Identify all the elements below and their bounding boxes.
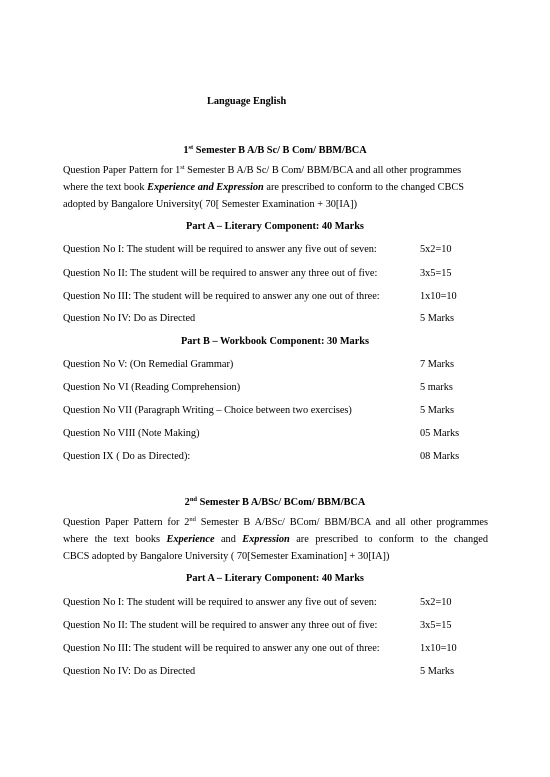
sem1-part-b-row-marks: 7 Marks [420,359,455,370]
sem1-part-b-row-label: Question No VIII (Note Making) [63,428,200,439]
sem2-part-a-row-label: Question No IV: Do as Directed [63,666,196,677]
sem2-intro-l2-emphasis-1: Experience [166,534,215,545]
sem1-part-b-row-marks: 5 marks [420,382,453,393]
sem2-intro-l2-emphasis-2: Expression [242,534,290,545]
sem1-part-b-row-marks: 05 Marks [420,428,460,439]
sem1-intro-paragraph [63,162,488,213]
sem2-part-a-row-marks: 1x10=10 [420,643,457,654]
sem2-part-a-row-label: Question No I: The student will be required to answer any five out of seven: [63,597,377,608]
sem2-intro-l1-pre: Question Paper Pattern for 2 [63,517,190,528]
sem1-heading-sup: st [188,144,194,151]
sem2-intro-l1-post: Semester B A/BSc/ BCom/ BBM/BCA and all other programmes [195,517,488,528]
sem1-part-a-row-label: Question No II: The student will be required to answer any three out of five: [63,268,378,279]
sem1-intro-line-1 [63,162,488,179]
sem2-intro-l1-sup: nd [189,516,196,523]
sem2-intro-l2-mid: and [214,534,243,545]
sem1-part-a-row-marks: 1x10=10 [420,291,457,302]
sem1-intro-l1-post: Semester B A/B Sc/ B Com/ BBM/BCA and all other programmes [184,165,462,176]
sem1-part-a-row-marks: 5 Marks [420,313,455,324]
sem2-heading-sup: nd [189,496,198,503]
sem2-part-a-heading: Part A – Literary Component: 40 Marks [186,573,364,584]
sem1-part-b-row-label: Question No V: (On Remedial Grammar) [63,359,234,370]
sem2-heading [0,497,550,509]
sem1-part-a-row-marks: 3x5=15 [420,268,452,279]
sem2-intro-paragraph [63,514,488,565]
sem2-intro-line-2 [63,531,488,548]
sem1-intro-l1-sup: st [180,164,185,171]
sem1-part-b-heading: Part B – Workbook Component: 30 Marks [180,336,370,347]
sem1-intro-l2-emphasis: Experience and Expression [147,182,264,193]
sem2-intro-l2-post: are prescribed to conform to the changed [289,534,489,545]
sem1-intro-l2-pre: where the text book [63,182,148,193]
document-title: Language English [207,96,287,107]
sem1-intro-l2-post: are prescribed to conform to the changed CBCS [263,182,464,193]
sem2-part-a-row-marks: 3x5=15 [420,620,452,631]
sem2-intro-l2-pre: where the text books [63,534,167,545]
sem2-heading-rest: Semester B A/BSc/ BCom/ BBM/BCA [197,497,366,508]
sem1-part-b-row-label: Question No VII (Paragraph Writing – Choice between two exercises) [63,405,352,416]
sem2-part-a-row-label: Question No III: The student will be required to answer any one out of three: [63,643,380,654]
sem1-part-a-row-label: Question No IV: Do as Directed [63,313,196,324]
sem1-part-b-row-label: Question No VI (Reading Comprehension) [63,382,241,393]
sem1-part-b-row-marks: 5 Marks [420,405,455,416]
sem2-part-a-row-label: Question No II: The student will be required to answer any three out of five: [63,620,378,631]
sem1-heading-rest: Semester B A/B Sc/ B Com/ BBM/BCA [193,145,367,156]
sem2-intro-line-1 [63,514,488,531]
sem2-part-a-row-marks: 5 Marks [420,666,455,677]
sem1-part-a-row-marks: 5x2=10 [420,244,452,255]
sem1-part-b-row-label: Question IX ( Do as Directed): [63,451,191,462]
sem2-heading-num: 2 [184,497,190,508]
sem1-heading [0,145,550,157]
sem1-intro-line-3: adopted by Bangalore University( 70[ Semester Examination + 30[IA]) [63,199,358,210]
sem1-heading-num: 1 [183,145,189,156]
sem2-intro-line-3: CBCS adopted by Bangalore University ( 70[Semester Examination] + 30[IA]) [63,551,390,562]
sem1-intro-line-2 [63,179,488,196]
sem1-part-a-row-label: Question No III: The student will be required to answer any one out of three: [63,291,380,302]
sem1-part-a-row-label: Question No I: The student will be required to answer any five out of seven: [63,244,377,255]
sem2-part-a-row-marks: 5x2=10 [420,597,452,608]
sem1-part-b-row-marks: 08 Marks [420,451,460,462]
sem1-part-a-heading: Part A – Literary Component: 40 Marks [186,221,364,232]
sem1-intro-l1-pre: Question Paper Pattern for 1 [63,165,181,176]
